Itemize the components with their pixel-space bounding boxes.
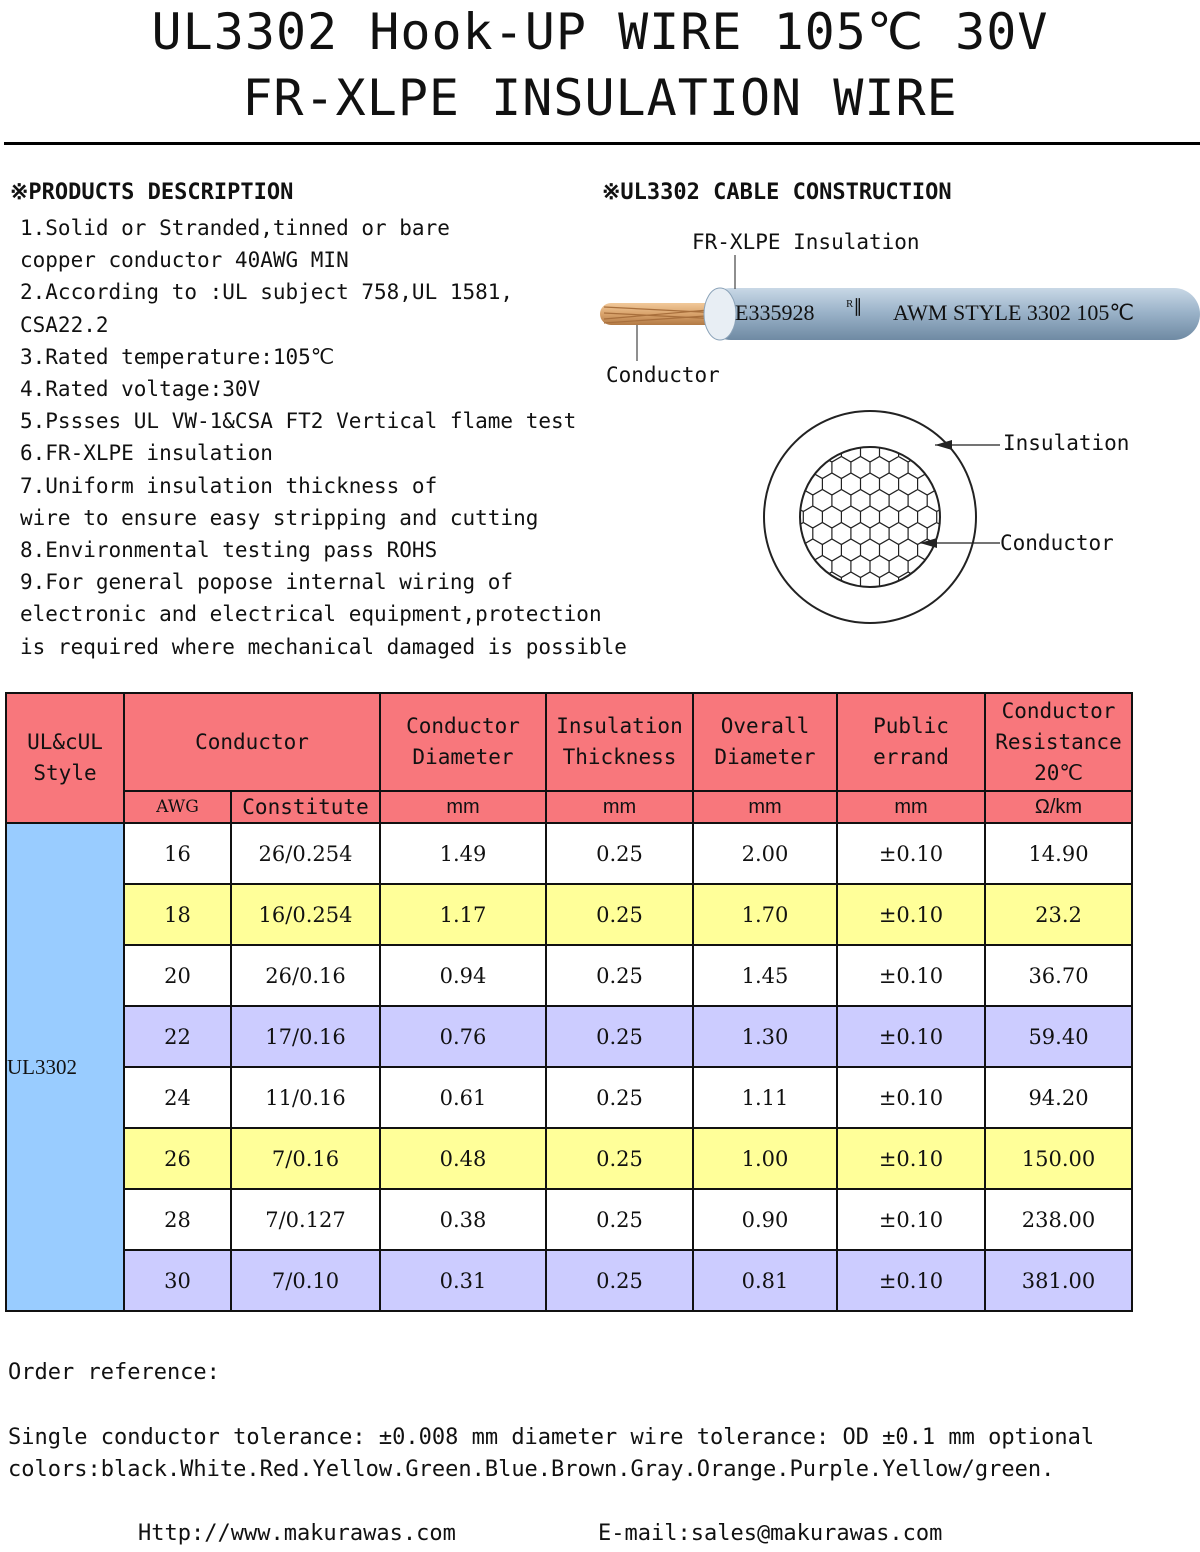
cell-awg: 28 — [124, 1189, 231, 1250]
cell-awg: 16 — [124, 823, 231, 884]
cell-overall: 1.45 — [693, 945, 837, 1006]
cell-constitute: 7/0.10 — [231, 1250, 380, 1311]
cell-diameter: 0.38 — [380, 1189, 546, 1250]
table-row — [6, 1006, 1132, 1067]
description-line: 2.According to :UL subject 758,UL 1581, — [20, 280, 514, 305]
cell-overall: 2.00 — [693, 823, 837, 884]
cell-insulation: 0.25 — [546, 823, 693, 884]
cell-constitute: 7/0.127 — [231, 1189, 380, 1250]
unit-mm: mm — [380, 791, 546, 823]
cell-constitute: 11/0.16 — [231, 1067, 380, 1128]
cell-overall: 1.11 — [693, 1067, 837, 1128]
cell-overall: 1.70 — [693, 884, 837, 945]
unit-awg: AWG — [124, 791, 231, 823]
cell-resistance: 238.00 — [985, 1189, 1132, 1250]
description-line: 9.For general popose internal wiring of — [20, 570, 514, 595]
cell-resistance: 381.00 — [985, 1250, 1132, 1311]
cell-overall: 0.81 — [693, 1250, 837, 1311]
table-header-row — [6, 693, 1132, 791]
table-row — [6, 1189, 1132, 1250]
header-insulation-thickness: Insulation Thickness — [546, 693, 693, 791]
cell-overall: 1.30 — [693, 1006, 837, 1067]
cell-tolerance: ±0.10 — [837, 1128, 985, 1189]
cable-cross-section — [760, 400, 1010, 640]
unit-ohm-km: Ω/km — [985, 791, 1132, 823]
page-title-line1: UL3302 Hook-UP WIRE 105℃ 30V — [151, 3, 1049, 61]
cell-tolerance: ±0.10 — [837, 823, 985, 884]
jacket-end — [704, 288, 736, 340]
cell-awg: 30 — [124, 1250, 231, 1311]
insulation-label: FR-XLPE Insulation — [692, 230, 920, 254]
email-link[interactable]: E-mail:sales@makurawas.com — [598, 1521, 943, 1546]
table-unit-row — [6, 791, 1132, 823]
cell-diameter: 0.94 — [380, 945, 546, 1006]
cell-overall: 0.90 — [693, 1189, 837, 1250]
cell-tolerance: ±0.10 — [837, 1067, 985, 1128]
unit-constitute: Constitute — [231, 791, 380, 823]
header-overall-diameter: Overall Diameter — [693, 693, 837, 791]
cell-diameter: 1.17 — [380, 884, 546, 945]
description-line: 3.Rated temperature:105℃ — [20, 344, 335, 369]
header-conductor-resistance: Conductor Resistance 20℃ — [985, 693, 1132, 791]
description-line: 5.Pssses UL VW-1&CSA FT2 Vertical flame test — [20, 409, 577, 434]
cell-resistance: 59.40 — [985, 1006, 1132, 1067]
cell-awg: 26 — [124, 1128, 231, 1189]
table-row — [6, 884, 1132, 945]
cell-constitute: 26/0.16 — [231, 945, 380, 1006]
cable-print-text: AWM STYLE 3302 105℃ — [893, 300, 1135, 325]
cell-awg: 20 — [124, 945, 231, 1006]
cell-constitute: 17/0.16 — [231, 1006, 380, 1067]
cell-resistance: 23.2 — [985, 884, 1132, 945]
description-line: 6.FR-XLPE insulation — [20, 441, 273, 466]
cable-print-code: E335928 — [735, 300, 815, 325]
table-row — [6, 1250, 1132, 1311]
cell-tolerance: ±0.10 — [837, 1189, 985, 1250]
cross-insulation-label: Insulation — [1003, 431, 1130, 455]
header-public-errand: Public errand — [837, 693, 985, 791]
cell-awg: 22 — [124, 1006, 231, 1067]
cell-diameter: 1.49 — [380, 823, 546, 884]
cell-overall: 1.00 — [693, 1128, 837, 1189]
unit-mm: mm — [693, 791, 837, 823]
unit-mm: mm — [546, 791, 693, 823]
description-line: wire to ensure easy stripping and cutting — [20, 505, 539, 530]
cell-insulation: 0.25 — [546, 1250, 693, 1311]
description-line: is required where mechanical damaged is possible — [20, 634, 627, 659]
table-row — [6, 945, 1132, 1006]
page-title-line2: FR-XLPE INSULATION WIRE — [242, 69, 958, 127]
conductor-label: Conductor — [606, 363, 720, 387]
description-line: 4.Rated voltage:30V — [20, 377, 261, 402]
cell-resistance: 94.20 — [985, 1067, 1132, 1128]
cell-insulation: 0.25 — [546, 1189, 693, 1250]
table-row — [6, 1067, 1132, 1128]
description-line: 1.Solid or Stranded,tinned or bare — [20, 216, 450, 240]
cell-insulation: 0.25 — [546, 1128, 693, 1189]
cell-constitute: 7/0.16 — [231, 1128, 380, 1189]
cable-construction-heading: ※UL3302 CABLE CONSTRUCTION — [602, 180, 952, 205]
header-conductor: Conductor — [124, 693, 380, 791]
description-line: CSA22.2 — [20, 312, 109, 337]
header-conductor-diameter: Conductor Diameter — [380, 693, 546, 791]
cell-tolerance: ±0.10 — [837, 945, 985, 1006]
order-tolerance-line: Single conductor tolerance: ±0.008 mm diameter wire tolerance: OD ±0.1 mm optional — [8, 1425, 1095, 1450]
cell-constitute: 16/0.254 — [231, 884, 380, 945]
cell-awg: 24 — [124, 1067, 231, 1128]
cell-resistance: 14.90 — [985, 823, 1132, 884]
table-row — [6, 823, 1132, 884]
products-description-list — [20, 212, 640, 663]
table-row — [6, 1128, 1132, 1189]
cell-resistance: 150.00 — [985, 1128, 1132, 1189]
order-colors-line: colors:black.White.Red.Yellow.Green.Blue.Brown.Gray.Orange.Purple.Yellow/green. — [8, 1457, 1055, 1482]
cell-resistance: 36.70 — [985, 945, 1132, 1006]
cell-insulation: 0.25 — [546, 1006, 693, 1067]
cell-diameter: 0.61 — [380, 1067, 546, 1128]
cell-tolerance: ±0.10 — [837, 1250, 985, 1311]
cell-tolerance: ±0.10 — [837, 1006, 985, 1067]
spec-table — [5, 692, 1133, 1312]
cell-constitute: 26/0.254 — [231, 823, 380, 884]
cell-insulation: 0.25 — [546, 884, 693, 945]
description-line: 7.Uniform insulation thickness of — [20, 473, 438, 498]
cell-tolerance: ±0.10 — [837, 884, 985, 945]
cell-diameter: 0.31 — [380, 1250, 546, 1311]
style-value: UL3302 — [6, 823, 124, 1311]
description-line: 8.Environmental testing pass ROHS — [20, 538, 438, 563]
description-line: electronic and electrical equipment,protection — [20, 602, 602, 627]
title-divider — [4, 142, 1200, 145]
header-style: UL&cUL Style — [6, 693, 124, 823]
cross-conductor-label: Conductor — [1000, 531, 1114, 555]
cell-awg: 18 — [124, 884, 231, 945]
cell-insulation: 0.25 — [546, 1067, 693, 1128]
unit-mm: mm — [837, 791, 985, 823]
products-description-heading: ※PRODUCTS DESCRIPTION — [10, 180, 294, 205]
cell-diameter: 0.48 — [380, 1128, 546, 1189]
cell-insulation: 0.25 — [546, 945, 693, 1006]
description-line: copper conductor 40AWG MIN — [20, 248, 349, 273]
cell-diameter: 0.76 — [380, 1006, 546, 1067]
ul-mark-logo: ᴿ∥ — [846, 296, 863, 316]
order-reference-heading: Order reference: — [8, 1360, 220, 1385]
website-link[interactable]: Http://www.makurawas.com — [138, 1521, 456, 1546]
